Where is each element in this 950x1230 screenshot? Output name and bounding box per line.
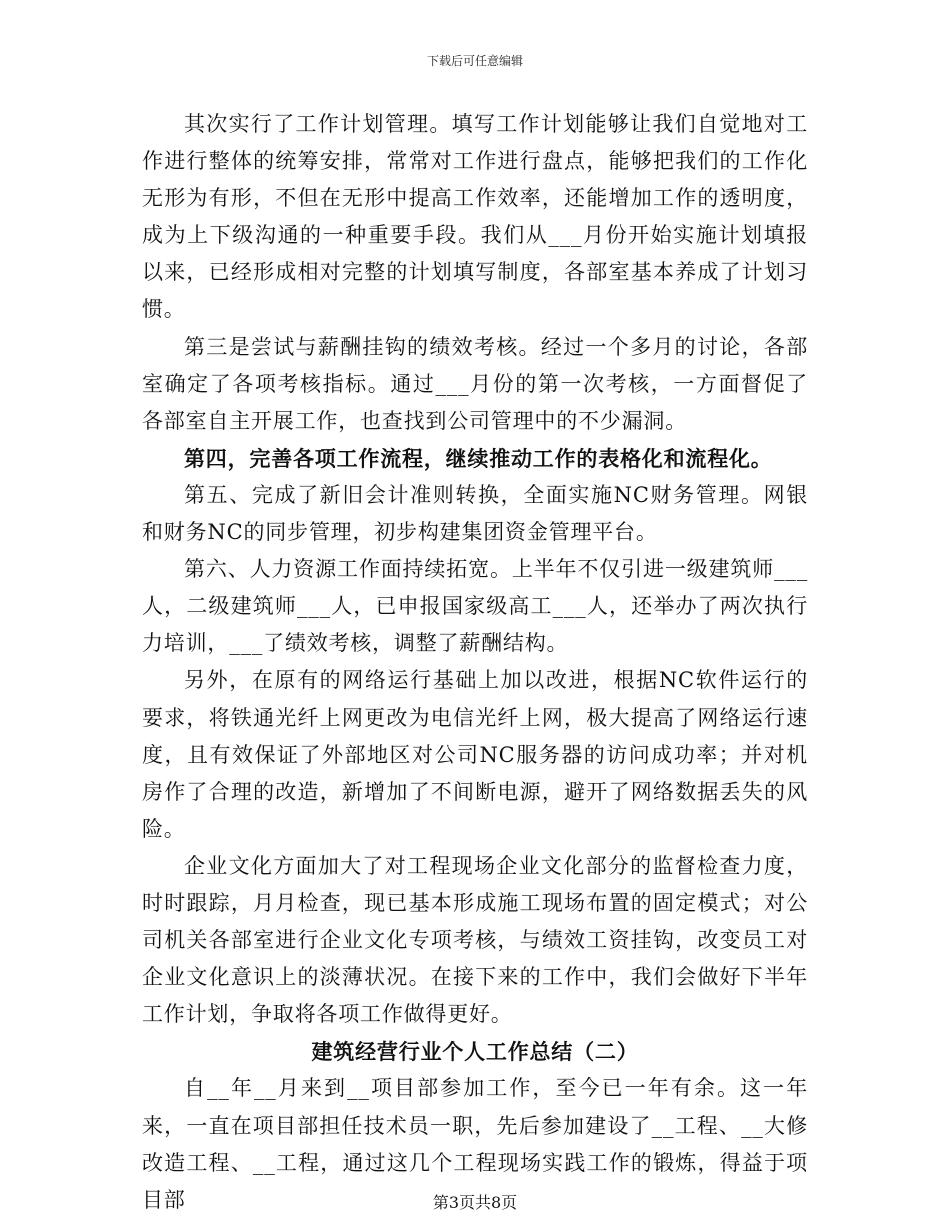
paragraph-human-resources: 第六、人力资源工作面持续拓宽。上半年不仅引进一级建筑师___人，二级建筑师___人，已申报国家级高工___人，还举办了两次执行力培训，___了绩效考核，调整了薪酬结构。 — [142, 557, 808, 656]
paragraph-accounting: 第五、完成了新旧会计准则转换，全面实施NC财务管理。网银和财务NC的同步管理，初步构建集团资金管理平台。 — [142, 482, 808, 545]
paragraph-network: 另外，在原有的网络运行基础上加以改进，根据NC软件运行的要求，将铁通光纤上网更改为电信光纤上网，极大提高了网络运行速度，且有效保证了外部地区对公司NC服务器的访问成功率；并对机房作了合理的改造，新增加了不间断电源，避开了网络数据丢失的风险。 — [142, 668, 808, 841]
paragraph-work-plan: 其次实行了工作计划管理。填写工作计划能够让我们自觉地对工作进行整体的统筹安排，常常对工作进行盘点，能够把我们的工作化无形为有形，不但在无形中提高工作效率，还能增加工作的透明度，成为上下级沟通的一种重要手段。我们从___月份开始实施计划填报以来，已经形成相对完整的计划填写制度，各部室基本养成了计划习惯。 — [142, 112, 808, 322]
page-header: 下载后可任意编辑 — [426, 54, 523, 68]
paragraph-performance-review: 第三是尝试与薪酬挂钩的绩效考核。经过一个多月的讨论，各部室确定了各项考核指标。通过___月份的第一次考核，一方面督促了各部室自主开展工作，也查找到公司管理中的不少漏洞。 — [142, 334, 808, 433]
document-body — [142, 106, 808, 1219]
paragraph-workflow-heading: 第四，完善各项工作流程，继续推动工作的表格化和流程化。 — [184, 445, 773, 471]
page-footer: 第3页共8页 — [432, 1193, 518, 1212]
section-title: 建筑经营行业个人工作总结（二） — [311, 1039, 639, 1065]
paragraph-project-intro: 自__年__月来到__项目部参加工作，至今已一年有余。这一年来，一直在项目部担任技术员一职，先后参加建设了__工程、__大修改造工程、__工程，通过这几个工程现场实践工作的锻炼，得益于项目部 — [142, 1076, 808, 1212]
paragraph-corporate-culture: 企业文化方面加大了对工程现场企业文化部分的监督检查力度，时时跟踪，月月检查，现已基本形成施工现场布置的固定模式；对公司机关各部室进行企业文化专项考核，与绩效工资挂钩，改变员工对企业文化意识上的淡薄状况。在接下来的工作中，我们会做好下半年工作计划，争取将各项工作做得更好。 — [142, 853, 808, 1027]
